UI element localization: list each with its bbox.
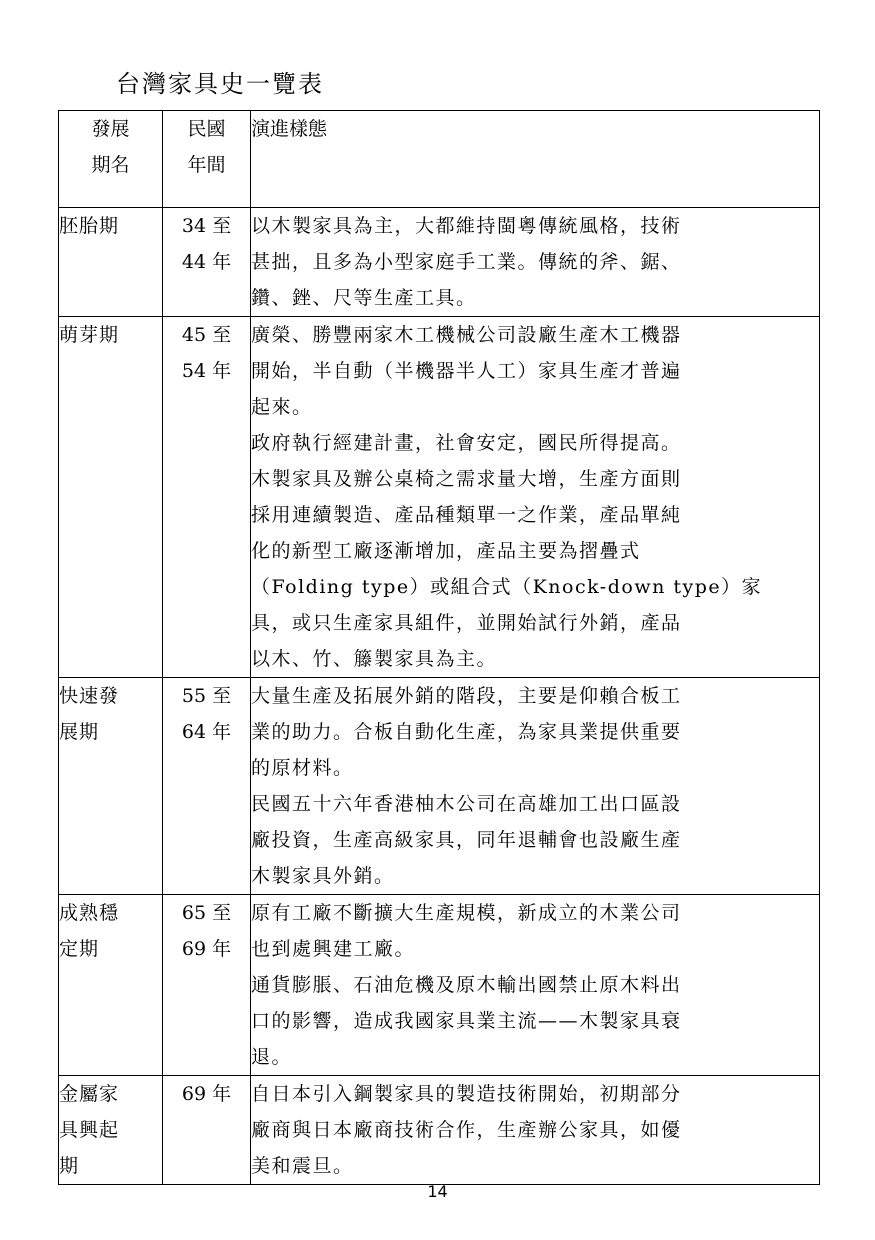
evolution-line: 自日本引入鋼製家具的製造技術開始，初期部分 xyxy=(251,1083,682,1105)
evolution-paragraph xyxy=(251,208,819,316)
evolution-line: 通貨膨脹、石油危機及原木輸出國禁止原木料出 xyxy=(251,974,682,996)
roc-years-cell xyxy=(163,1076,251,1185)
evolution-line: 廠商與日本廠商技術合作，生產辦公家具，如優 xyxy=(251,1119,682,1141)
evolution-line: 原有工廠不斷擴大生產規模，新成立的木業公司 xyxy=(251,902,682,924)
evolution-paragraph xyxy=(251,967,819,1075)
evolution-line: 以木製家具為主，大都維持閩粵傳統風格，技術 xyxy=(251,215,682,237)
header-evolution: 演進樣態 xyxy=(251,111,820,208)
table-row xyxy=(59,208,820,317)
period-name-cell xyxy=(59,678,163,895)
table-row xyxy=(59,895,820,1076)
roc-years-line: 69 年 xyxy=(181,1083,232,1105)
evolution-line: （Folding type）或組合式（Knock-down type）家 xyxy=(251,576,763,598)
evolution-line: 的原材料。 xyxy=(251,757,354,779)
evolution-cell xyxy=(251,678,820,895)
table-row xyxy=(59,317,820,678)
evolution-paragraph xyxy=(251,1076,819,1184)
evolution-line: 開始，半自動（半機器半人工）家具生產才普遍 xyxy=(251,360,682,382)
roc-years-cell xyxy=(163,317,251,678)
evolution-line: 廠投資，生產高級家具，同年退輔會也設廠生產 xyxy=(251,829,682,851)
header-period-name-line2: 期名 xyxy=(91,154,130,176)
evolution-line: 民國五十六年香港柚木公司在高雄加工出口區設 xyxy=(251,793,682,815)
evolution-line: 起來。 xyxy=(251,396,313,418)
evolution-line: 化的新型工廠逐漸增加，產品主要為摺疊式 xyxy=(251,540,641,562)
period-name-line: 成熟穩 xyxy=(59,902,120,924)
header-period-name xyxy=(59,111,163,208)
evolution-line: 廣榮、勝豐兩家木工機械公司設廠生產木工機器 xyxy=(251,324,682,346)
evolution-line: 木製家具及辦公桌椅之需求量大增，生產方面則 xyxy=(251,468,682,490)
evolution-line: 退。 xyxy=(251,1046,293,1068)
evolution-line: 也到處興建工廠。 xyxy=(251,938,416,960)
evolution-cell xyxy=(251,895,820,1076)
evolution-line: 採用連續製造、產品種類單一之作業，產品單純 xyxy=(251,504,682,526)
evolution-line: 木製家具外銷。 xyxy=(251,865,395,887)
table-row xyxy=(59,1076,820,1185)
roc-years-cell xyxy=(163,895,251,1076)
evolution-paragraph xyxy=(251,786,819,894)
period-name-line: 具興起 xyxy=(59,1119,120,1141)
evolution-line: 以木、竹、籐製家具為主。 xyxy=(251,648,498,670)
evolution-paragraph xyxy=(251,895,819,967)
evolution-line: 口的影響，造成我國家具業主流——木製家具衰 xyxy=(251,1010,682,1032)
roc-years-line: 45 至 xyxy=(181,324,232,346)
table-row xyxy=(59,678,820,895)
page-title: 台灣家具史一覽表 xyxy=(116,70,324,98)
roc-years-line: 69 年 xyxy=(181,938,232,960)
roc-years-line: 44 年 xyxy=(181,251,232,273)
evolution-line: 具，或只生產家具組件，並開始試行外銷，產品 xyxy=(251,612,682,634)
roc-years-line: 64 年 xyxy=(181,721,232,743)
table-body xyxy=(59,208,820,1185)
history-table xyxy=(58,110,820,1185)
roc-years-line: 55 至 xyxy=(181,685,232,707)
header-roc-years-line1: 民國 xyxy=(187,118,226,140)
period-name-line: 胚胎期 xyxy=(59,215,120,237)
roc-years-line: 34 至 xyxy=(181,215,232,237)
page-number: 14 xyxy=(427,1182,448,1201)
period-name-cell xyxy=(59,1076,163,1185)
roc-years-line: 65 至 xyxy=(181,902,232,924)
period-name-line: 萌芽期 xyxy=(59,324,120,346)
evolution-cell xyxy=(251,1076,820,1185)
evolution-paragraph xyxy=(251,678,819,786)
period-name-cell xyxy=(59,895,163,1076)
period-name-line: 展期 xyxy=(59,721,100,743)
evolution-cell xyxy=(251,317,820,678)
table-header-row xyxy=(59,111,820,208)
header-period-name-line1: 發展 xyxy=(91,118,130,140)
header-roc-years xyxy=(163,111,251,208)
period-name-line: 快速發 xyxy=(59,685,120,707)
roc-years-line: 54 年 xyxy=(181,360,232,382)
roc-years-cell xyxy=(163,678,251,895)
period-name-line: 期 xyxy=(59,1155,80,1177)
evolution-paragraph xyxy=(251,461,819,677)
evolution-line: 業的助力。合板自動化生產，為家具業提供重要 xyxy=(251,721,682,743)
roc-years-cell xyxy=(163,208,251,317)
period-name-cell xyxy=(59,317,163,678)
evolution-paragraph xyxy=(251,425,819,461)
period-name-line: 金屬家 xyxy=(59,1083,120,1105)
evolution-cell xyxy=(251,208,820,317)
header-roc-years-line2: 年間 xyxy=(187,154,226,176)
evolution-paragraph xyxy=(251,317,819,425)
evolution-line: 鑽、銼、尺等生產工具。 xyxy=(251,287,477,309)
evolution-line: 政府執行經建計畫，社會安定，國民所得提高。 xyxy=(251,432,682,454)
evolution-line: 美和震旦。 xyxy=(251,1155,354,1177)
period-name-line: 定期 xyxy=(59,938,100,960)
evolution-line: 大量生產及拓展外銷的階段，主要是仰賴合板工 xyxy=(251,685,682,707)
period-name-cell xyxy=(59,208,163,317)
evolution-line: 甚拙，且多為小型家庭手工業。傳統的斧、鋸、 xyxy=(251,251,682,273)
